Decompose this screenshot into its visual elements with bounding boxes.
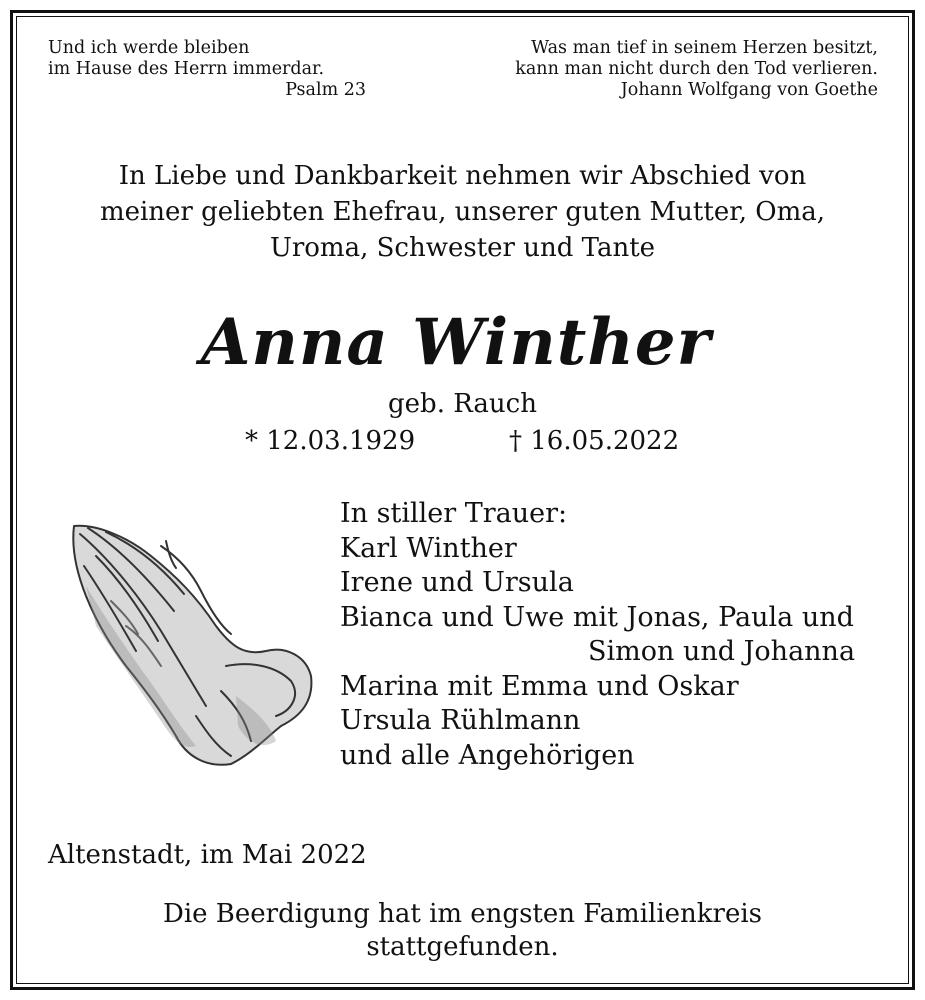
intro-line: Uroma, Schwester und Tante (269, 233, 656, 263)
mourner-line: Irene und Ursula (340, 567, 574, 598)
quote-line: kann man nicht durch den Tod verlieren. (515, 59, 878, 79)
birth-date: * 12.03.1929 (245, 426, 416, 456)
mourner-line: Simon und Johanna (588, 636, 856, 667)
mourner-line: Karl Winther (340, 532, 517, 564)
quote-goethe (438, 38, 878, 101)
quote-line: Und ich werde bleiben (48, 38, 250, 58)
funeral-note (0, 898, 925, 964)
quote-line: im Hause des Herrn immerdar. (48, 59, 325, 79)
mourners-list (340, 497, 855, 773)
mourner-line: Bianca und Uwe mit Jonas, Paula und (340, 601, 854, 633)
mourner-line: Marina mit Emma und Oskar (340, 670, 739, 702)
death-date: † 16.05.2022 (509, 426, 680, 456)
intro-line: In Liebe und Dankbarkeit nehmen wir Abschied von (118, 161, 807, 191)
maiden-name: geb. Rauch (388, 389, 537, 419)
quote-source: Johann Wolfgang von Goethe (620, 80, 878, 100)
praying-hands-icon (66, 516, 316, 771)
intro-text (0, 158, 925, 266)
mourner-line: und alle Angehörigen (340, 739, 635, 771)
quote-line: Was man tief in seinem Herzen besitzt, (531, 38, 878, 58)
place-date: Altenstadt, im Mai 2022 (48, 840, 367, 870)
mourner-line: Ursula Rühlmann (340, 705, 581, 736)
quote-psalm (48, 38, 366, 101)
funeral-line: stattgefunden. (366, 932, 559, 962)
funeral-line: Die Beerdigung hat im engsten Familienkreis (162, 899, 762, 929)
deceased-name: Anna Winther (200, 305, 712, 380)
quote-source: Psalm 23 (285, 80, 366, 100)
mourners-heading: In stiller Trauer: (340, 498, 568, 529)
intro-line: meiner geliebten Ehefrau, unserer guten Mutter, Oma, (99, 197, 826, 227)
